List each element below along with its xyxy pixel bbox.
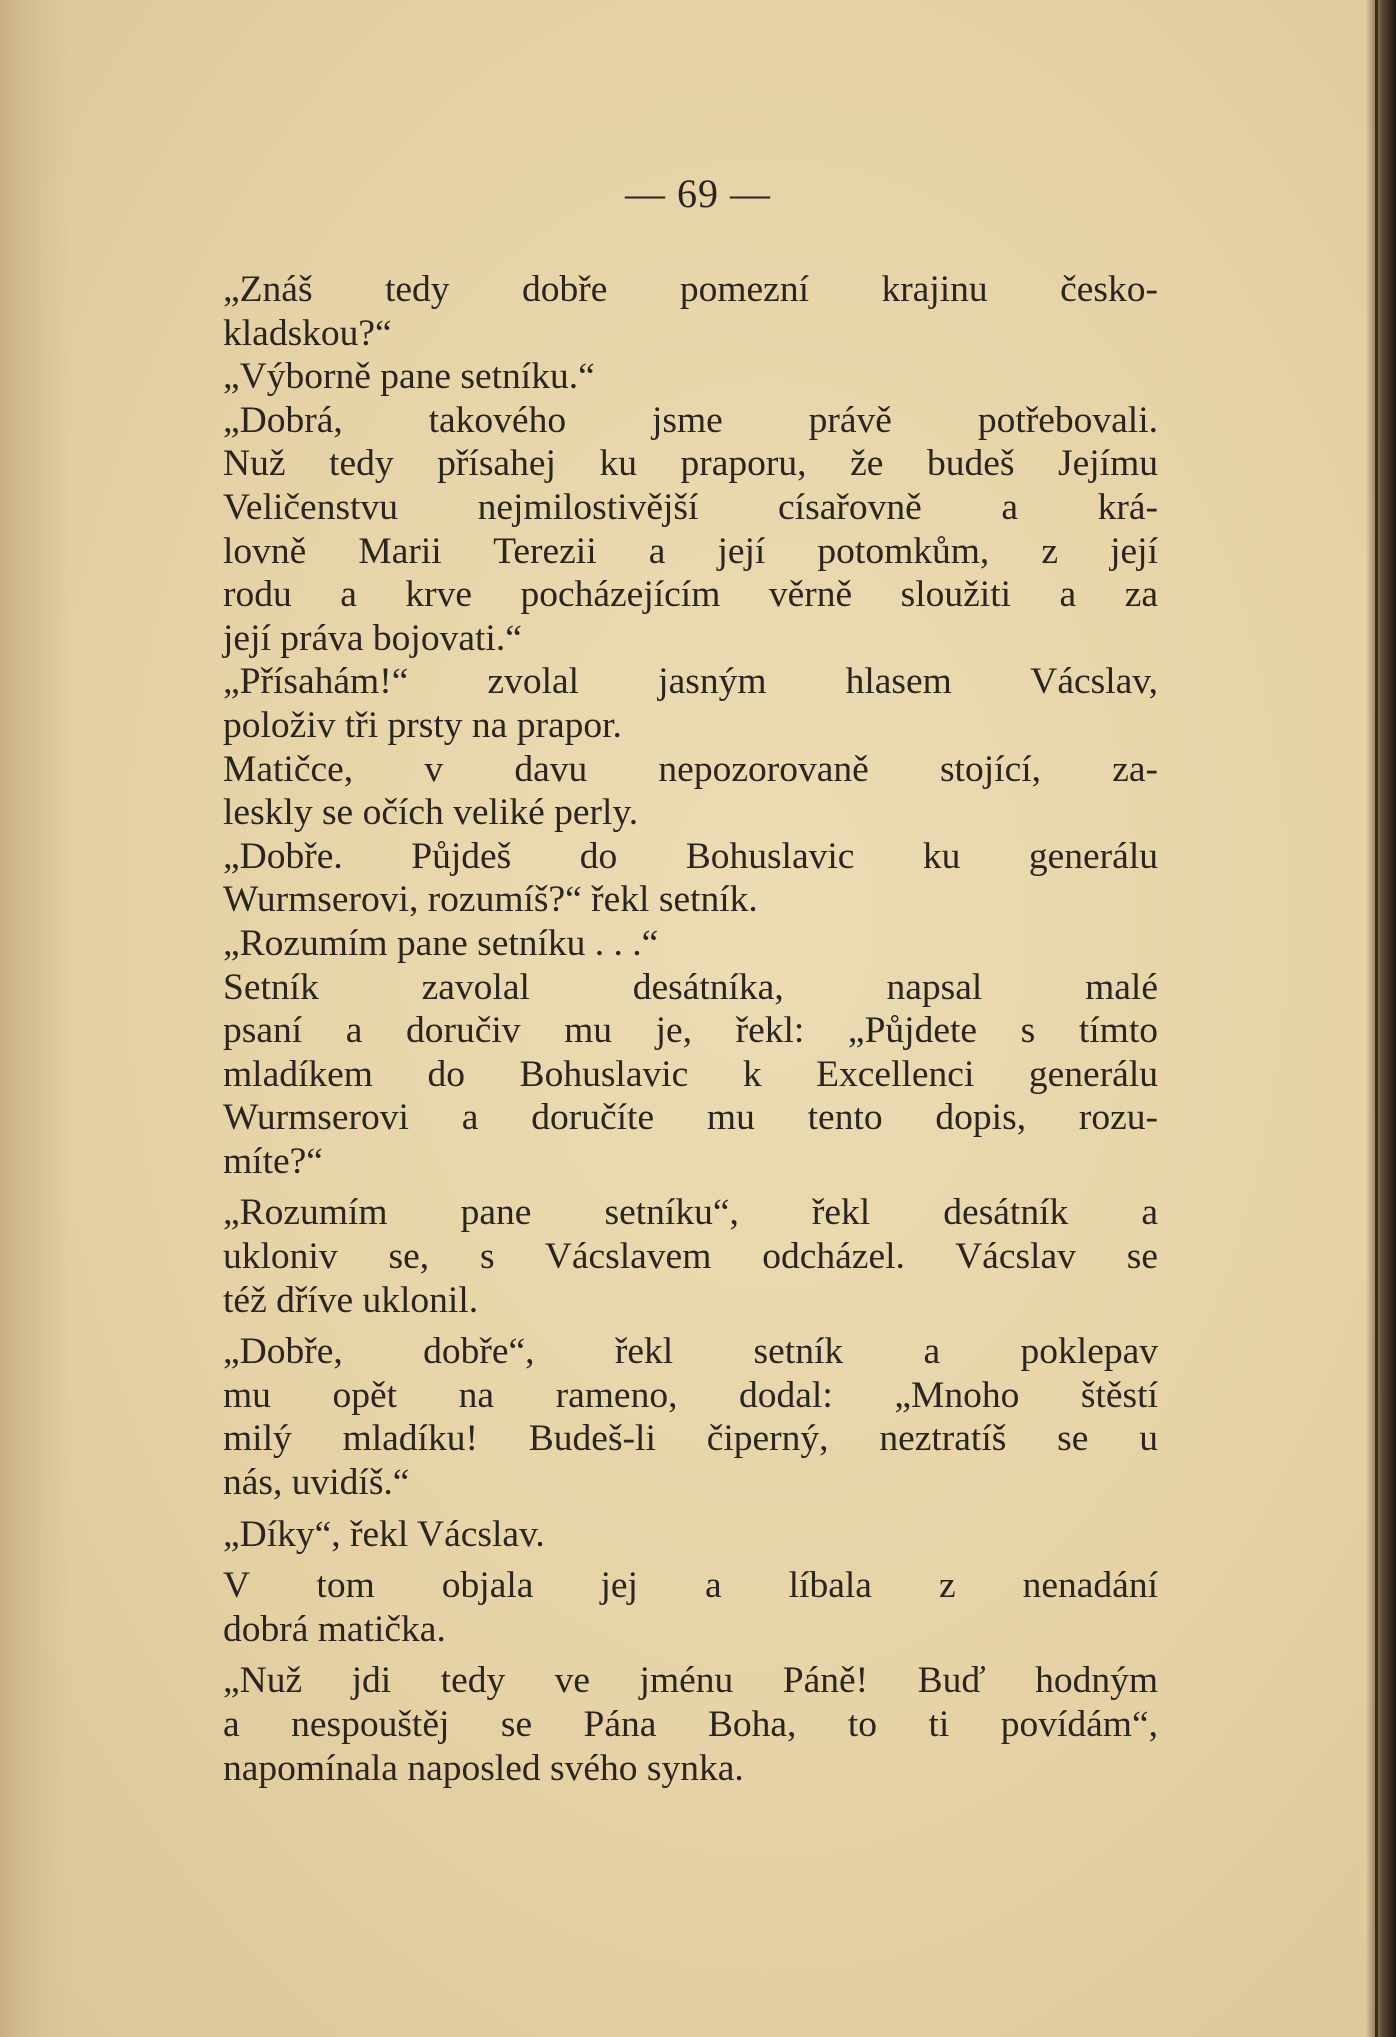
text-line: též dříve uklonil.	[223, 1279, 479, 1321]
text-line: Nuž tedy přísahej ku praporu, že budeš Jejímu	[223, 443, 1158, 485]
paragraph-gap	[223, 1651, 1158, 1659]
text-line: položiv tři prsty na prapor.	[223, 704, 622, 746]
text-line: „Přísahám!“ zvolal jasným hlasem Vácslav,	[223, 661, 1158, 703]
text-line: mladíkem do Bohuslavic k Excellenci generálu	[223, 1053, 1158, 1095]
text-line: Matičce, v davu nepozorovaně stojící, za-	[223, 748, 1158, 790]
text-line: lovně Marii Terezii a její potomkům, z její	[223, 530, 1158, 572]
paragraph-gap	[223, 1322, 1158, 1330]
gutter-shadow	[0, 0, 70, 2037]
text-line: kladskou?“	[223, 312, 392, 354]
text-line: Wurmserovi, rozumíš?“ řekl setník.	[223, 879, 758, 921]
text-line: napomínala naposled svého synka.	[223, 1747, 744, 1789]
paragraph-gap	[223, 1183, 1158, 1191]
page-edge-line	[1375, 0, 1378, 2037]
text-line: „Dobře, dobře“, řekl setník a poklepav	[223, 1331, 1158, 1373]
text-line: míte?“	[223, 1140, 323, 1182]
body-text	[223, 268, 1158, 1790]
text-line: „Rozumím pane setníku . . .“	[223, 922, 659, 964]
text-line: „Výborně pane setníku.“	[223, 356, 595, 398]
paragraph-gap	[223, 1505, 1158, 1513]
text-line: milý mladíku! Budeš-li čiperný, neztratíš se u	[223, 1418, 1158, 1460]
text-line: rodu a krve pocházejícím věrně sloužiti a za	[223, 574, 1158, 616]
text-line: „Dobře. Půjdeš do Bohuslavic ku generálu	[223, 835, 1158, 877]
text-line: „Díky“, řekl Vácslav.	[223, 1513, 545, 1555]
text-line: mu opět na rameno, dodal: „Mnoho štěstí	[223, 1374, 1158, 1416]
text-line: psaní a doručiv mu je, řekl: „Půjdete s tímto	[223, 1010, 1158, 1052]
page-edge	[1366, 0, 1396, 2037]
text-line: „Nuž jdi tedy ve jménu Páně! Buď hodným	[223, 1660, 1158, 1702]
text-line: dobrá matička.	[223, 1608, 446, 1650]
text-line: a nespouštěj se Pána Boha, to ti povídám“,	[223, 1704, 1158, 1745]
text-line: leskly se očích veliké perly.	[223, 792, 639, 834]
paragraph-gap	[223, 1556, 1158, 1564]
text-line: „Znáš tedy dobře pomezní krajinu česko-	[223, 269, 1158, 310]
text-line: Veličenstvu nejmilostivější císařovně a krá-	[223, 486, 1158, 528]
text-line: její práva bojovati.“	[223, 617, 522, 659]
text-line: „Rozumím pane setníku“, řekl desátník a	[223, 1192, 1158, 1234]
text-line: Wurmserovi a doručíte mu tento dopis, rozu-	[223, 1097, 1158, 1139]
text-line: ukloniv se, s Vácslavem odcházel. Vácslav se	[223, 1236, 1158, 1278]
text-line: Setník zavolal desátníka, napsal malé	[223, 966, 1158, 1008]
page-number: — 69 —	[625, 171, 771, 216]
text-line: nás, uvidíš.“	[223, 1462, 410, 1504]
text-line: V tom objala jej a líbala z nenadání	[223, 1565, 1158, 1607]
text-line: „Dobrá, takového jsme právě potřebovali.	[223, 399, 1158, 441]
